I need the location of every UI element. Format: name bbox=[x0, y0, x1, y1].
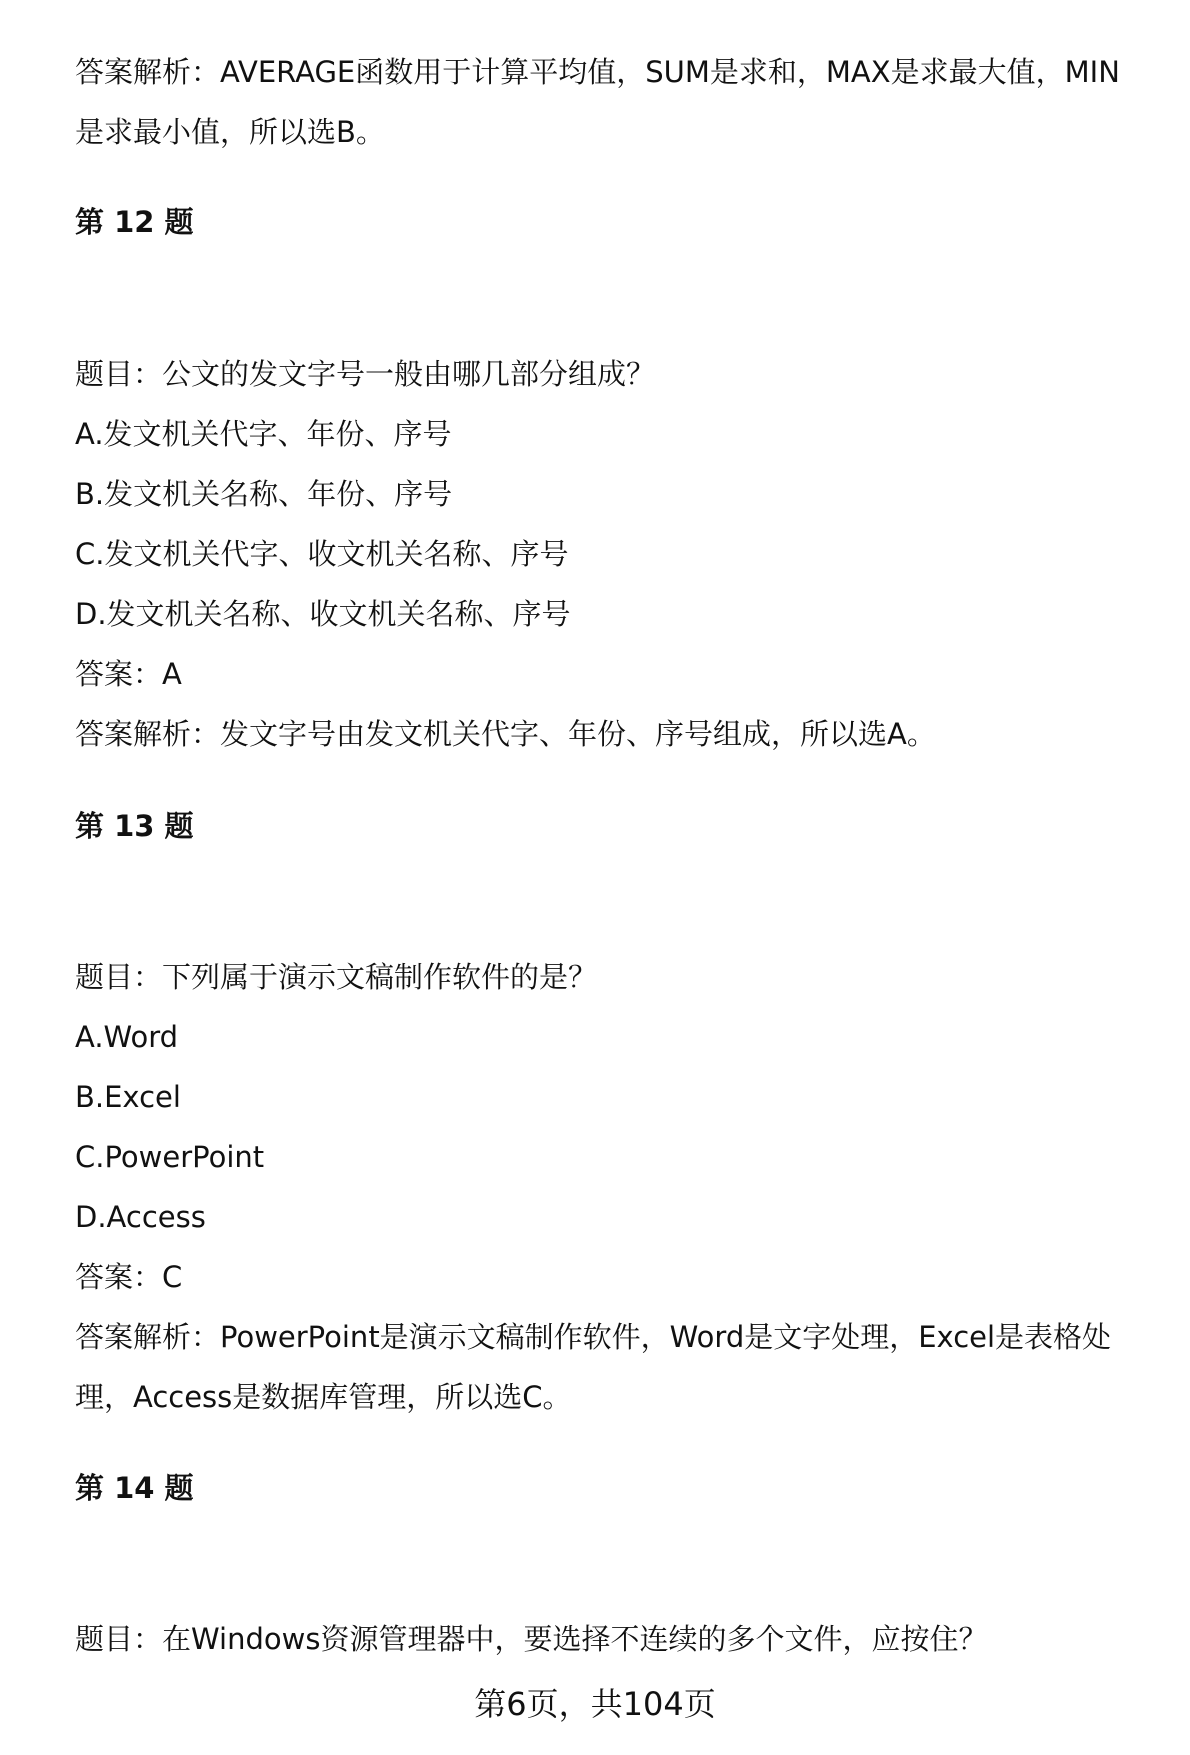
previous-question-tail bbox=[75, 42, 1135, 162]
analysis-text: 答案解析：AVERAGE函数用于计算平均值，SUM是求和，MAX是求最大值，MIN是求最小值，所以选B。 bbox=[75, 55, 1120, 149]
option-d: D.发文机关名称、收文机关名称、序号 bbox=[75, 597, 571, 631]
question-title: 第 14 题 bbox=[75, 1471, 194, 1505]
page-number-footer: 第6页，共104页 bbox=[474, 1685, 716, 1723]
option-a: A.发文机关代字、年份、序号 bbox=[75, 417, 452, 451]
analysis-text: 答案解析：PowerPoint是演示文稿制作软件，Word是文字处理，Excel是表格处理，Access是数据库管理，所以选C。 bbox=[75, 1320, 1112, 1414]
question-text: 题目：在Windows资源管理器中，要选择不连续的多个文件，应按住？ bbox=[75, 1622, 988, 1656]
answer-text: 答案：A bbox=[75, 657, 182, 691]
option-b: B.发文机关名称、年份、序号 bbox=[75, 477, 453, 511]
question-block-14 bbox=[75, 1609, 1135, 1669]
option-b: B.Excel bbox=[75, 1080, 181, 1114]
question-block-13 bbox=[75, 947, 1135, 1427]
question-title: 第 13 题 bbox=[75, 809, 194, 843]
option-d: D.Access bbox=[75, 1200, 206, 1234]
option-c: C.发文机关代字、收文机关名称、序号 bbox=[75, 537, 569, 571]
question-text: 题目：公文的发文字号一般由哪几部分组成？ bbox=[75, 357, 656, 391]
question-block-12 bbox=[75, 344, 1135, 764]
option-a: A.Word bbox=[75, 1020, 179, 1054]
question-text: 题目：下列属于演示文稿制作软件的是？ bbox=[75, 960, 598, 994]
answer-text: 答案：C bbox=[75, 1260, 183, 1294]
analysis-text: 答案解析：发文字号由发文机关代字、年份、序号组成，所以选A。 bbox=[75, 717, 936, 751]
question-title: 第 12 题 bbox=[75, 205, 194, 239]
option-c: C.PowerPoint bbox=[75, 1140, 265, 1174]
